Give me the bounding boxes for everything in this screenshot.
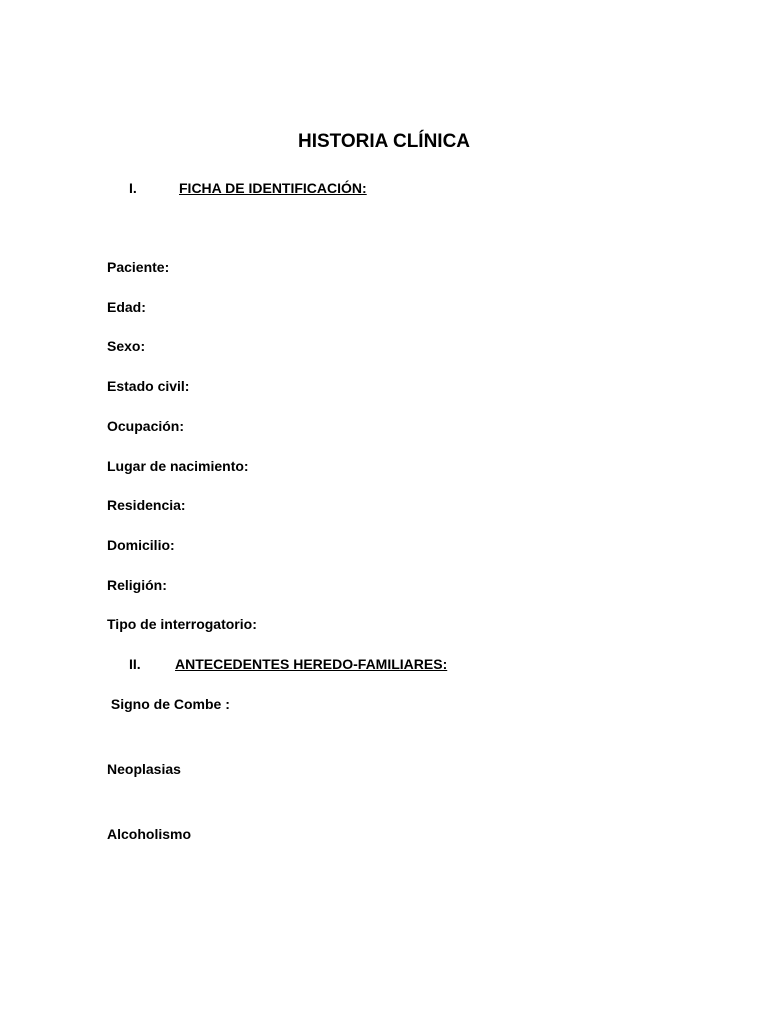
field-paciente: Paciente: <box>107 259 170 275</box>
field-neoplasias: Neoplasias <box>107 761 181 777</box>
field-ocupacion: Ocupación: <box>107 418 185 434</box>
section-1-numeral: I. <box>129 180 137 196</box>
field-alcoholismo: Alcoholismo <box>107 826 192 842</box>
field-residencia: Residencia: <box>107 497 186 513</box>
field-tipo-de-interrogatorio: Tipo de interrogatorio: <box>107 616 257 632</box>
section-1-title: FICHA DE IDENTIFICACIÓN: <box>179 180 367 196</box>
field-sexo: Sexo: <box>107 338 146 354</box>
field-edad: Edad: <box>107 299 146 315</box>
section-2-title: ANTECEDENTES HEREDO-FAMILIARES: <box>175 656 448 672</box>
section-1-heading <box>0 180 768 198</box>
document-title: HISTORIA CLÍNICA <box>297 131 471 152</box>
field-religion: Religión: <box>107 577 167 593</box>
section-2-heading <box>0 656 768 674</box>
field-domicilio: Domicilio: <box>107 537 175 553</box>
section-2-numeral: II. <box>129 656 141 672</box>
field-signo-de-combe: Signo de Combe : <box>107 696 230 712</box>
field-lugar-de-nacimiento: Lugar de nacimiento: <box>107 458 249 474</box>
field-estado-civil: Estado civil: <box>107 378 190 394</box>
